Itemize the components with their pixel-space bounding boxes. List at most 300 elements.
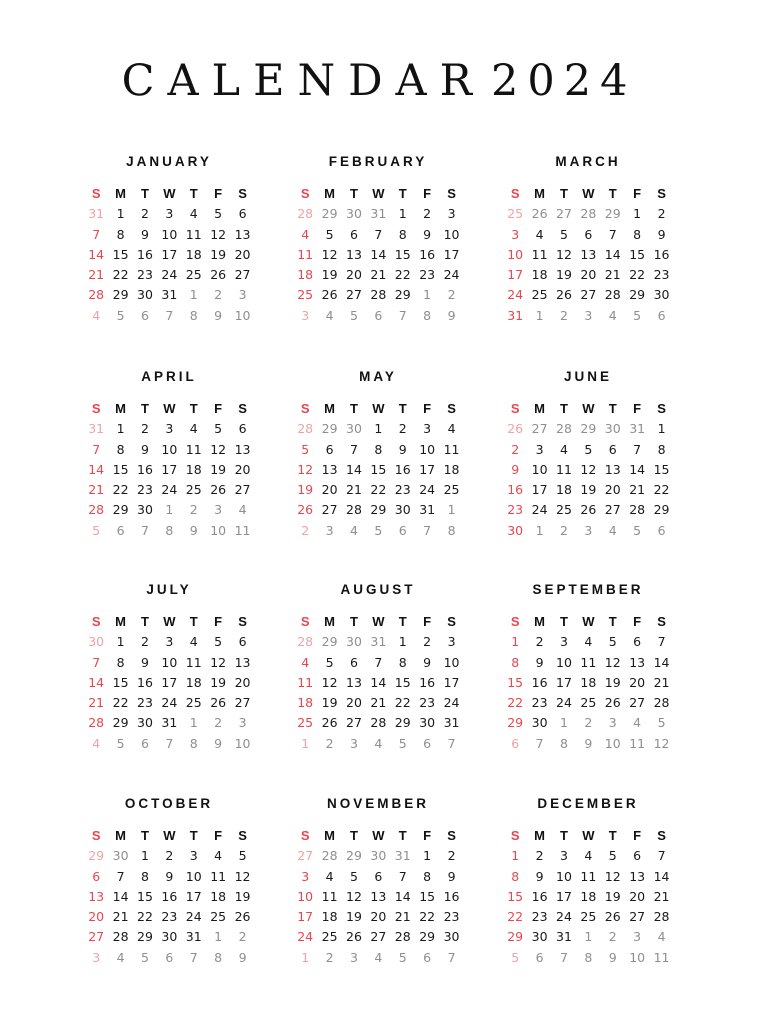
day-cell: 12 — [604, 868, 621, 884]
day-cell: 11 — [185, 654, 202, 670]
day-cell: 21 — [88, 482, 105, 498]
day-cell: 4 — [584, 634, 593, 650]
month-july — [84, 580, 254, 754]
title-year: 2024 — [491, 56, 637, 106]
day-cell: 21 — [88, 695, 105, 711]
day-cell: 19 — [346, 909, 362, 925]
day-cell: 26 — [210, 482, 227, 498]
day-grid — [84, 399, 254, 541]
day-cell: 16 — [137, 461, 153, 477]
day-cell-outside: 28 — [580, 206, 597, 222]
weekday-header: S — [657, 614, 666, 629]
day-cell: 3 — [165, 421, 174, 437]
day-cell: 30 — [137, 287, 153, 303]
day-cell: 17 — [185, 888, 202, 904]
page-title — [0, 52, 758, 110]
day-cell-outside: 31 — [88, 206, 105, 222]
day-cell-outside: 7 — [423, 522, 432, 538]
weekday-header: M — [115, 614, 126, 629]
day-cell: 15 — [653, 461, 670, 477]
day-cell: 10 — [161, 226, 178, 242]
day-cell-outside: 2 — [325, 949, 334, 965]
day-cell: 19 — [210, 674, 227, 690]
day-cell: 17 — [556, 888, 572, 904]
day-cell-outside: 4 — [238, 502, 247, 518]
day-cell-outside: 3 — [238, 715, 247, 731]
day-cell-outside: 26 — [507, 421, 524, 437]
day-cell: 8 — [511, 654, 520, 670]
day-cell: 25 — [185, 267, 202, 283]
day-cell: 10 — [443, 226, 460, 242]
weekday-header: T — [189, 828, 198, 843]
day-cell: 17 — [443, 674, 460, 690]
day-cell: 21 — [370, 695, 387, 711]
day-cell: 26 — [297, 502, 314, 518]
day-cell: 9 — [165, 868, 174, 884]
day-cell-outside: 3 — [214, 502, 223, 518]
day-cell-outside: 9 — [189, 522, 198, 538]
day-cell: 1 — [398, 206, 407, 222]
day-cell: 29 — [112, 502, 129, 518]
day-cell: 21 — [629, 482, 646, 498]
weekday-header: F — [214, 186, 223, 201]
day-cell: 30 — [419, 715, 436, 731]
day-cell: 16 — [137, 246, 153, 262]
day-cell: 16 — [419, 246, 436, 262]
weekday-header: T — [141, 401, 149, 416]
weekday-header: M — [534, 401, 545, 416]
day-cell: 14 — [112, 888, 129, 904]
day-cell: 13 — [370, 888, 387, 904]
weekday-header: W — [582, 614, 595, 629]
day-cell: 16 — [653, 246, 670, 262]
day-cell: 1 — [511, 634, 520, 650]
day-cell: 19 — [604, 674, 621, 690]
day-cell: 9 — [141, 654, 149, 670]
day-cell: 24 — [556, 695, 572, 711]
day-cell: 4 — [189, 634, 198, 650]
day-cell: 8 — [511, 868, 520, 884]
day-cell: 23 — [137, 267, 153, 283]
day-cell: 28 — [370, 287, 387, 303]
day-cell-outside: 3 — [350, 949, 358, 965]
day-cell: 3 — [535, 441, 544, 457]
day-cell: 29 — [394, 287, 411, 303]
day-cell: 10 — [161, 654, 178, 670]
day-cell: 9 — [511, 461, 520, 477]
day-cell-outside: 6 — [165, 949, 174, 965]
day-cell: 27 — [346, 287, 362, 303]
day-cell-outside: 5 — [398, 949, 407, 965]
day-cell-outside: 5 — [350, 307, 358, 323]
day-cell: 19 — [210, 461, 227, 477]
day-cell-outside: 8 — [214, 949, 223, 965]
day-cell: 16 — [419, 674, 436, 690]
weekday-header: S — [447, 401, 456, 416]
day-cell: 21 — [346, 482, 362, 498]
weekday-header: S — [657, 186, 666, 201]
day-cell-outside: 29 — [346, 848, 362, 864]
day-cell-outside: 3 — [584, 522, 593, 538]
day-cell: 17 — [443, 246, 460, 262]
day-cell: 1 — [141, 848, 149, 864]
day-cell-outside: 29 — [580, 421, 597, 437]
day-cell: 21 — [88, 267, 105, 283]
day-cell: 15 — [629, 246, 646, 262]
day-cell: 11 — [297, 674, 314, 690]
weekday-header: S — [300, 401, 310, 416]
day-cell-outside: 8 — [189, 735, 198, 751]
month-name: APRIL — [141, 369, 197, 384]
day-cell: 18 — [297, 695, 314, 711]
day-cell-outside: 29 — [321, 634, 338, 650]
day-cell: 19 — [556, 267, 572, 283]
day-cell: 10 — [443, 654, 460, 670]
day-grid — [503, 399, 673, 541]
day-cell: 6 — [238, 206, 247, 222]
day-cell-outside: 30 — [370, 848, 387, 864]
weekday-header: M — [115, 401, 126, 416]
day-cell: 29 — [370, 502, 387, 518]
day-cell: 12 — [604, 654, 621, 670]
day-cell-outside: 3 — [325, 522, 334, 538]
weekday-header: T — [608, 614, 617, 629]
day-cell-outside: 2 — [301, 522, 310, 538]
day-cell: 7 — [657, 848, 666, 864]
weekday-header: S — [447, 614, 456, 629]
weekday-header: M — [324, 186, 335, 201]
weekday-header: W — [372, 401, 385, 416]
day-cell: 1 — [398, 634, 407, 650]
month-september — [503, 580, 673, 754]
day-cell: 30 — [137, 502, 153, 518]
day-cell: 16 — [531, 674, 548, 690]
day-cell: 26 — [210, 267, 227, 283]
day-cell: 2 — [398, 421, 407, 437]
day-cell: 3 — [301, 868, 310, 884]
day-cell: 2 — [141, 421, 149, 437]
day-cell: 19 — [604, 888, 621, 904]
day-cell: 3 — [511, 226, 520, 242]
day-cell: 14 — [370, 674, 387, 690]
day-cell: 21 — [604, 267, 621, 283]
day-cell: 27 — [234, 267, 251, 283]
day-grid — [293, 826, 463, 968]
day-cell: 28 — [88, 502, 105, 518]
day-cell: 24 — [185, 909, 202, 925]
day-cell: 12 — [210, 654, 227, 670]
day-cell: 12 — [346, 888, 362, 904]
day-cell: 23 — [653, 267, 670, 283]
day-cell: 31 — [161, 715, 178, 731]
day-cell: 27 — [604, 502, 621, 518]
day-cell: 5 — [608, 634, 617, 650]
day-cell: 25 — [321, 929, 338, 945]
day-cell-outside: 6 — [116, 522, 125, 538]
day-cell-outside: 3 — [238, 287, 247, 303]
day-cell: 5 — [325, 226, 334, 242]
day-cell: 15 — [394, 674, 411, 690]
day-cell: 9 — [141, 226, 149, 242]
day-cell: 1 — [657, 421, 666, 437]
day-cell: 20 — [629, 888, 646, 904]
day-cell-outside: 1 — [214, 929, 223, 945]
day-cell-outside: 7 — [535, 735, 544, 751]
day-cell-outside: 6 — [423, 949, 432, 965]
day-cell: 31 — [161, 287, 178, 303]
day-cell: 10 — [507, 246, 524, 262]
weekday-header: S — [238, 186, 247, 201]
day-cell: 10 — [185, 868, 202, 884]
day-cell: 5 — [584, 441, 593, 457]
day-cell: 27 — [370, 929, 387, 945]
day-cell: 8 — [423, 868, 432, 884]
month-name: JANUARY — [126, 154, 212, 169]
day-cell: 27 — [88, 929, 105, 945]
day-cell-outside: 29 — [321, 206, 338, 222]
day-cell: 28 — [370, 715, 387, 731]
day-cell-outside: 5 — [92, 522, 101, 538]
day-cell: 15 — [112, 674, 129, 690]
day-cell-outside: 3 — [633, 929, 642, 945]
day-cell: 14 — [604, 246, 621, 262]
day-cell: 30 — [531, 715, 548, 731]
day-cell: 16 — [137, 674, 153, 690]
day-cell: 4 — [325, 868, 334, 884]
day-cell: 11 — [531, 246, 548, 262]
day-cell-outside: 7 — [560, 949, 568, 965]
day-cell: 6 — [92, 868, 101, 884]
day-cell: 5 — [238, 848, 247, 864]
weekday-header: S — [657, 401, 666, 416]
day-cell: 11 — [556, 461, 572, 477]
day-cell: 29 — [112, 715, 129, 731]
day-cell-outside: 30 — [88, 634, 105, 650]
day-cell: 18 — [210, 888, 227, 904]
month-june — [503, 367, 673, 541]
day-cell: 18 — [185, 246, 202, 262]
day-cell: 14 — [346, 461, 362, 477]
weekday-header: W — [163, 186, 176, 201]
weekday-header: F — [423, 614, 432, 629]
day-cell: 20 — [346, 695, 362, 711]
weekday-header: S — [510, 186, 520, 201]
day-cell: 2 — [141, 634, 149, 650]
weekday-header: M — [534, 614, 545, 629]
day-cell: 8 — [116, 226, 125, 242]
day-cell: 26 — [604, 695, 621, 711]
day-cell-outside: 30 — [112, 848, 129, 864]
day-cell: 19 — [321, 695, 338, 711]
day-cell-outside: 31 — [394, 848, 411, 864]
day-cell-outside: 7 — [189, 949, 198, 965]
month-name: MAY — [359, 369, 397, 384]
day-cell: 27 — [234, 695, 251, 711]
weekday-header: S — [300, 614, 310, 629]
day-cell: 18 — [580, 888, 597, 904]
day-cell-outside: 3 — [92, 949, 101, 965]
day-cell: 5 — [214, 421, 223, 437]
day-cell-outside: 29 — [321, 421, 338, 437]
weekday-header: T — [398, 186, 407, 201]
day-cell: 16 — [531, 888, 548, 904]
day-cell: 20 — [234, 246, 251, 262]
day-cell: 8 — [633, 226, 642, 242]
day-cell: 22 — [394, 267, 411, 283]
day-cell-outside: 10 — [234, 735, 251, 751]
day-cell: 20 — [234, 674, 251, 690]
day-cell: 17 — [507, 267, 524, 283]
weekday-header: T — [560, 828, 568, 843]
day-cell: 29 — [137, 929, 153, 945]
day-cell: 24 — [556, 909, 572, 925]
day-cell: 30 — [531, 929, 548, 945]
day-cell-outside: 31 — [370, 634, 387, 650]
day-cell: 8 — [116, 441, 125, 457]
day-cell-outside: 6 — [535, 949, 544, 965]
day-cell: 10 — [556, 868, 572, 884]
day-cell-outside: 2 — [214, 287, 223, 303]
day-cell: 15 — [507, 888, 524, 904]
day-cell: 7 — [398, 868, 407, 884]
day-cell: 29 — [112, 287, 129, 303]
day-cell: 22 — [419, 909, 436, 925]
day-cell: 17 — [297, 909, 314, 925]
day-cell: 20 — [370, 909, 387, 925]
day-cell-outside: 8 — [584, 949, 593, 965]
day-cell: 26 — [346, 929, 362, 945]
day-cell: 9 — [141, 441, 149, 457]
weekday-header: T — [560, 401, 568, 416]
day-cell-outside: 4 — [608, 522, 617, 538]
day-cell: 15 — [112, 461, 129, 477]
day-grid — [503, 826, 673, 968]
day-cell: 13 — [321, 461, 338, 477]
day-cell: 25 — [580, 909, 597, 925]
day-cell: 10 — [419, 441, 436, 457]
day-cell: 14 — [88, 246, 105, 262]
day-cell: 19 — [580, 482, 597, 498]
day-cell: 26 — [556, 287, 572, 303]
day-cell: 3 — [447, 206, 456, 222]
day-cell: 18 — [556, 482, 572, 498]
day-cell: 11 — [297, 246, 314, 262]
day-cell: 4 — [189, 421, 198, 437]
day-cell-outside: 5 — [116, 735, 125, 751]
day-cell: 23 — [394, 482, 411, 498]
day-cell: 8 — [141, 868, 149, 884]
day-cell: 23 — [443, 909, 460, 925]
day-cell: 31 — [185, 929, 202, 945]
month-name: SEPTEMBER — [532, 582, 644, 597]
day-cell-outside: 9 — [608, 949, 617, 965]
day-cell: 24 — [161, 482, 178, 498]
day-cell-outside: 30 — [346, 421, 362, 437]
day-cell-outside: 7 — [447, 949, 456, 965]
weekday-header: W — [582, 828, 595, 843]
day-cell: 8 — [116, 654, 125, 670]
day-cell: 17 — [161, 246, 178, 262]
day-cell: 31 — [507, 307, 524, 323]
day-cell-outside: 1 — [535, 307, 544, 323]
day-cell: 27 — [346, 715, 362, 731]
day-cell: 5 — [214, 206, 223, 222]
day-cell: 10 — [161, 441, 178, 457]
day-cell-outside: 6 — [374, 307, 383, 323]
weekday-header: F — [214, 614, 223, 629]
day-cell-outside: 2 — [325, 735, 334, 751]
day-cell-outside: 31 — [88, 421, 105, 437]
day-cell-outside: 1 — [301, 949, 310, 965]
day-cell: 20 — [604, 482, 621, 498]
day-cell-outside: 26 — [531, 206, 548, 222]
day-cell-outside: 1 — [447, 502, 456, 518]
day-cell: 26 — [321, 715, 338, 731]
day-cell: 3 — [165, 206, 174, 222]
day-cell: 24 — [419, 482, 436, 498]
weekday-header: T — [398, 401, 407, 416]
day-cell: 14 — [653, 868, 670, 884]
day-cell-outside: 3 — [301, 307, 310, 323]
day-cell: 29 — [507, 929, 524, 945]
weekday-header: T — [608, 401, 617, 416]
day-cell: 15 — [507, 674, 524, 690]
day-cell: 12 — [210, 441, 227, 457]
day-cell: 9 — [535, 868, 544, 884]
day-cell: 18 — [443, 461, 460, 477]
day-cell: 3 — [189, 848, 198, 864]
day-cell: 15 — [137, 888, 153, 904]
weekday-header: F — [633, 401, 642, 416]
day-cell-outside: 2 — [238, 929, 247, 945]
day-cell: 13 — [604, 461, 621, 477]
day-cell: 7 — [633, 441, 642, 457]
day-cell: 2 — [657, 206, 666, 222]
day-cell: 7 — [657, 634, 666, 650]
day-cell: 23 — [419, 695, 436, 711]
day-cell-outside: 5 — [633, 307, 642, 323]
day-cell-outside: 5 — [633, 522, 642, 538]
day-cell: 25 — [556, 502, 572, 518]
day-cell: 6 — [238, 421, 247, 437]
title-word: CALENDAR — [121, 56, 485, 106]
day-cell-outside: 6 — [657, 522, 666, 538]
day-cell: 14 — [629, 461, 646, 477]
day-cell-outside: 6 — [423, 735, 432, 751]
day-cell: 20 — [629, 674, 646, 690]
day-cell: 24 — [161, 695, 178, 711]
day-cell: 15 — [370, 461, 387, 477]
day-cell: 14 — [394, 888, 411, 904]
day-cell: 18 — [531, 267, 548, 283]
day-cell: 22 — [507, 695, 524, 711]
day-cell: 10 — [297, 888, 314, 904]
day-cell-outside: 4 — [325, 307, 334, 323]
day-cell: 29 — [653, 502, 670, 518]
day-cell-outside: 7 — [165, 735, 174, 751]
weekday-header: F — [214, 401, 223, 416]
day-cell-outside: 4 — [657, 929, 666, 945]
day-cell: 26 — [210, 695, 227, 711]
day-cell-outside: 7 — [447, 735, 456, 751]
day-cell: 17 — [161, 461, 178, 477]
day-cell: 6 — [350, 226, 358, 242]
day-cell-outside: 3 — [608, 715, 617, 731]
day-cell: 2 — [535, 634, 544, 650]
day-cell: 20 — [346, 267, 362, 283]
weekday-header: M — [324, 614, 335, 629]
day-cell: 11 — [321, 888, 338, 904]
